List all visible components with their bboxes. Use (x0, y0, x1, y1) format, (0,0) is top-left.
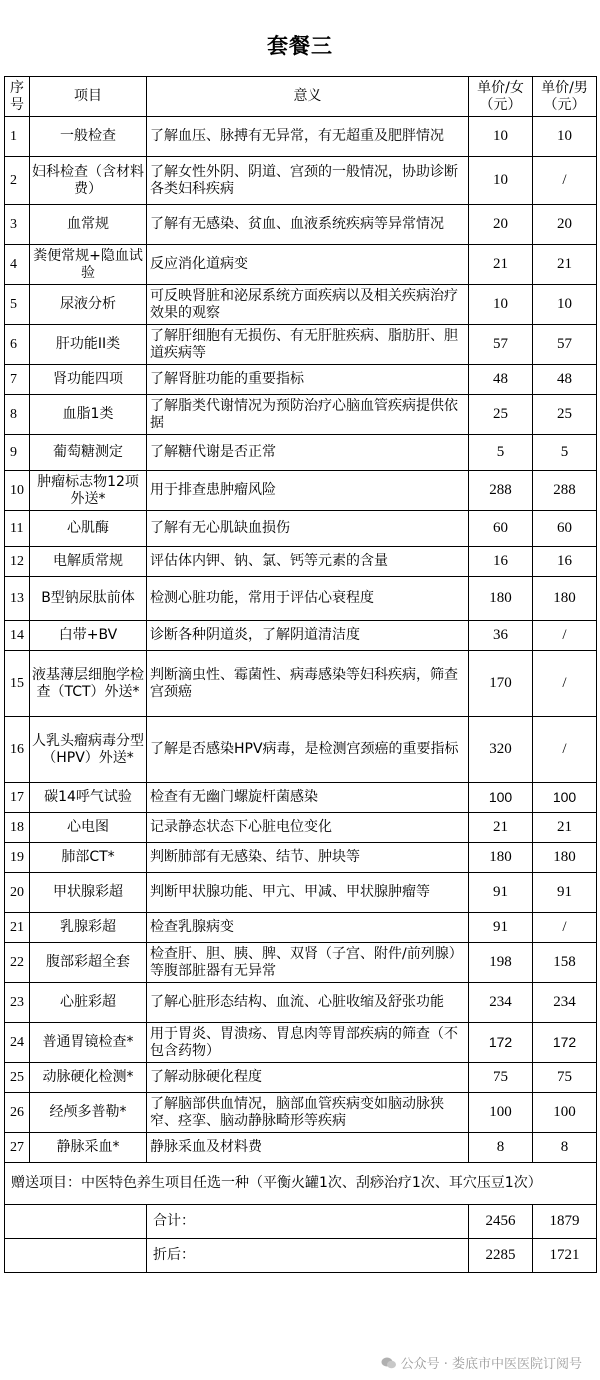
row-item: 经颅多普勒* (30, 1093, 147, 1133)
row-item: 液基薄层细胞学检查（TCT）外送* (30, 651, 147, 717)
row-item: 电解质常规 (30, 547, 147, 577)
row-meaning: 检查乳腺病变 (147, 913, 469, 943)
row-price-male: 180 (533, 843, 597, 873)
row-item: B型钠尿肽前体 (30, 577, 147, 621)
row-number: 15 (5, 651, 30, 717)
row-number: 6 (5, 325, 30, 365)
row-item: 尿液分析 (30, 285, 147, 325)
table-row (5, 843, 597, 873)
row-number: 5 (5, 285, 30, 325)
row-price-female: 48 (469, 365, 533, 395)
row-meaning: 判断滴虫性、霉菌性、病毒感染等妇科疾病，筛查宫颈癌 (147, 651, 469, 717)
row-price-male: 16 (533, 547, 597, 577)
row-number: 8 (5, 395, 30, 435)
row-item: 白带+BV (30, 621, 147, 651)
row-price-male: 25 (533, 395, 597, 435)
row-item: 肝功能II类 (30, 325, 147, 365)
row-meaning: 了解脂类代谢情况为预防治疗心脑血管疾病提供依据 (147, 395, 469, 435)
row-meaning: 了解心脏形态结构、血流、心脏收缩及舒张功能 (147, 983, 469, 1023)
row-price-female: 10 (469, 117, 533, 157)
row-item: 血常规 (30, 205, 147, 245)
discount-label: 折后： (147, 1239, 469, 1273)
discount-female: 2285 (469, 1239, 533, 1273)
row-number: 16 (5, 717, 30, 783)
row-price-male: 48 (533, 365, 597, 395)
row-price-male: 75 (533, 1063, 597, 1093)
table-row (5, 435, 597, 471)
page-title: 套餐三 (267, 34, 333, 58)
row-item: 静脉采血* (30, 1133, 147, 1163)
row-price-male: 21 (533, 245, 597, 285)
header-price-female: 单价/女（元） (469, 77, 533, 117)
row-meaning: 了解女性外阴、阴道、宫颈的一般情况，协助诊断各类妇科疾病 (147, 157, 469, 205)
row-number: 7 (5, 365, 30, 395)
row-price-male: 91 (533, 873, 597, 913)
row-item: 血脂1类 (30, 395, 147, 435)
row-number: 22 (5, 943, 30, 983)
row-meaning: 记录静态状态下心脏电位变化 (147, 813, 469, 843)
row-price-male: / (533, 621, 597, 651)
row-meaning: 了解肾脏功能的重要指标 (147, 365, 469, 395)
row-number: 14 (5, 621, 30, 651)
table-row (5, 365, 597, 395)
table-row (5, 1023, 597, 1063)
total-label: 合计： (147, 1205, 469, 1239)
row-meaning: 了解脑部供血情况，脑部血管疾病变如脑动脉狭窄、痉挛、脑动静脉畸形等疾病 (147, 1093, 469, 1133)
row-price-female: 10 (469, 157, 533, 205)
row-meaning: 用于胃炎、胃溃疡、胃息肉等胃部疾病的筛查（不包含药物） (147, 1023, 469, 1063)
row-meaning: 可反映肾脏和泌尿系统方面疾病以及相关疾病治疗效果的观察 (147, 285, 469, 325)
row-item: 肿瘤标志物12项外送* (30, 471, 147, 511)
row-price-male: 60 (533, 511, 597, 547)
row-meaning: 评估体内钾、钠、氯、钙等元素的含量 (147, 547, 469, 577)
row-price-female: 234 (469, 983, 533, 1023)
row-meaning: 检查有无幽门螺旋杆菌感染 (147, 783, 469, 813)
table-row (5, 325, 597, 365)
row-item: 肺部CT* (30, 843, 147, 873)
row-number: 13 (5, 577, 30, 621)
row-number: 20 (5, 873, 30, 913)
header-item: 项目 (30, 77, 147, 117)
table-row (5, 913, 597, 943)
table-row (5, 943, 597, 983)
row-price-male: 172 (533, 1023, 597, 1063)
table-row (5, 205, 597, 245)
row-meaning: 了解是否感染HPV病毒，是检测宫颈癌的重要指标 (147, 717, 469, 783)
watermark (381, 1353, 582, 1372)
row-price-female: 288 (469, 471, 533, 511)
row-item: 妇科检查（含材料费） (30, 157, 147, 205)
table-row (5, 395, 597, 435)
row-price-male: 5 (533, 435, 597, 471)
row-meaning: 判断肺部有无感染、结节、肿块等 (147, 843, 469, 873)
row-price-female: 320 (469, 717, 533, 783)
row-meaning: 了解动脉硬化程度 (147, 1063, 469, 1093)
row-item: 肾功能四项 (30, 365, 147, 395)
watermark-text: 公众号 · 娄底市中医医院订阅号 (400, 1357, 582, 1372)
row-meaning: 反应消化道病变 (147, 245, 469, 285)
row-item: 心脏彩超 (30, 983, 147, 1023)
row-price-male: / (533, 913, 597, 943)
row-number: 26 (5, 1093, 30, 1133)
row-item: 粪便常规+隐血试验 (30, 245, 147, 285)
table-row (5, 1063, 597, 1093)
row-item: 乳腺彩超 (30, 913, 147, 943)
row-price-female: 180 (469, 577, 533, 621)
row-price-female: 16 (469, 547, 533, 577)
table-row (5, 285, 597, 325)
row-price-male: 180 (533, 577, 597, 621)
row-price-female: 91 (469, 873, 533, 913)
row-number: 18 (5, 813, 30, 843)
table-row (5, 983, 597, 1023)
header-price-male: 单价/男（元） (533, 77, 597, 117)
header-meaning: 意义 (147, 77, 469, 117)
row-item: 心肌酶 (30, 511, 147, 547)
row-price-male: 158 (533, 943, 597, 983)
row-item: 葡萄糖测定 (30, 435, 147, 471)
row-number: 23 (5, 983, 30, 1023)
row-price-male: 100 (533, 1093, 597, 1133)
row-number: 4 (5, 245, 30, 285)
row-item: 普通胃镜检查* (30, 1023, 147, 1063)
row-price-female: 100 (469, 1093, 533, 1133)
row-meaning: 诊断各种阴道炎，了解阴道清洁度 (147, 621, 469, 651)
table-row (5, 873, 597, 913)
row-number: 11 (5, 511, 30, 547)
table-header-row (5, 77, 597, 117)
table-row (5, 783, 597, 813)
row-meaning: 了解肝细胞有无损伤、有无肝脏疾病、脂肪肝、胆道疾病等 (147, 325, 469, 365)
gift-row (5, 1163, 597, 1205)
row-meaning: 了解血压、脉搏有无异常，有无超重及肥胖情况 (147, 117, 469, 157)
table-row (5, 621, 597, 651)
row-item: 人乳头瘤病毒分型（HPV）外送* (30, 717, 147, 783)
row-meaning: 判断甲状腺功能、甲亢、甲减、甲状腺肿瘤等 (147, 873, 469, 913)
row-meaning: 了解有无心肌缺血损伤 (147, 511, 469, 547)
table-row (5, 717, 597, 783)
gift-text: 赠送项目：中医特色养生项目任选一种（平衡火罐1次、刮痧治疗1次、耳穴压豆1次） (5, 1163, 597, 1205)
row-meaning: 了解糖代谢是否正常 (147, 435, 469, 471)
wechat-icon (381, 1356, 397, 1370)
row-number: 12 (5, 547, 30, 577)
row-number: 3 (5, 205, 30, 245)
table-row (5, 245, 597, 285)
row-price-male: 10 (533, 117, 597, 157)
table-row (5, 651, 597, 717)
row-item: 甲状腺彩超 (30, 873, 147, 913)
table-row (5, 117, 597, 157)
table-row (5, 547, 597, 577)
header-no: 序号 (5, 77, 30, 117)
table-row (5, 511, 597, 547)
row-price-female: 198 (469, 943, 533, 983)
table-row (5, 471, 597, 511)
discount-row (5, 1239, 597, 1273)
table-row (5, 813, 597, 843)
row-price-female: 8 (469, 1133, 533, 1163)
row-number: 24 (5, 1023, 30, 1063)
package-table (4, 76, 597, 1273)
row-price-female: 100 (469, 783, 533, 813)
table-row (5, 157, 597, 205)
row-number: 17 (5, 783, 30, 813)
discount-male: 1721 (533, 1239, 597, 1273)
table-row (5, 577, 597, 621)
row-item: 动脉硬化检测* (30, 1063, 147, 1093)
row-number: 10 (5, 471, 30, 511)
row-price-male: / (533, 651, 597, 717)
row-price-female: 10 (469, 285, 533, 325)
row-number: 9 (5, 435, 30, 471)
row-price-female: 75 (469, 1063, 533, 1093)
row-number: 21 (5, 913, 30, 943)
row-price-female: 25 (469, 395, 533, 435)
row-number: 1 (5, 117, 30, 157)
row-meaning: 检测心脏功能，常用于评估心衰程度 (147, 577, 469, 621)
total-female: 2456 (469, 1205, 533, 1239)
row-price-female: 57 (469, 325, 533, 365)
row-price-female: 91 (469, 913, 533, 943)
discount-empty (5, 1239, 147, 1273)
row-price-male: 234 (533, 983, 597, 1023)
row-price-female: 21 (469, 813, 533, 843)
row-price-female: 20 (469, 205, 533, 245)
total-empty (5, 1205, 147, 1239)
row-price-male: 8 (533, 1133, 597, 1163)
row-meaning: 静脉采血及材料费 (147, 1133, 469, 1163)
row-price-male: 288 (533, 471, 597, 511)
row-price-male: 10 (533, 285, 597, 325)
row-price-female: 36 (469, 621, 533, 651)
row-price-male: 21 (533, 813, 597, 843)
row-price-female: 180 (469, 843, 533, 873)
row-meaning: 检查肝、胆、胰、脾、双肾（子宫、附件/前列腺）等腹部脏器有无异常 (147, 943, 469, 983)
row-price-male: 57 (533, 325, 597, 365)
row-item: 碳14呼气试验 (30, 783, 147, 813)
row-price-female: 21 (469, 245, 533, 285)
row-number: 19 (5, 843, 30, 873)
row-price-female: 172 (469, 1023, 533, 1063)
table-row (5, 1093, 597, 1133)
table-body (5, 117, 597, 1163)
row-meaning: 了解有无感染、贫血、血液系统疾病等异常情况 (147, 205, 469, 245)
row-price-female: 60 (469, 511, 533, 547)
total-row (5, 1205, 597, 1239)
total-male: 1879 (533, 1205, 597, 1239)
row-item: 腹部彩超全套 (30, 943, 147, 983)
row-price-female: 170 (469, 651, 533, 717)
row-number: 25 (5, 1063, 30, 1093)
row-number: 2 (5, 157, 30, 205)
row-number: 27 (5, 1133, 30, 1163)
row-price-male: / (533, 717, 597, 783)
row-price-female: 5 (469, 435, 533, 471)
row-price-male: / (533, 157, 597, 205)
row-price-male: 20 (533, 205, 597, 245)
row-item: 一般检查 (30, 117, 147, 157)
table-row (5, 1133, 597, 1163)
row-meaning: 用于排查患肿瘤风险 (147, 471, 469, 511)
row-item: 心电图 (30, 813, 147, 843)
row-price-male: 100 (533, 783, 597, 813)
